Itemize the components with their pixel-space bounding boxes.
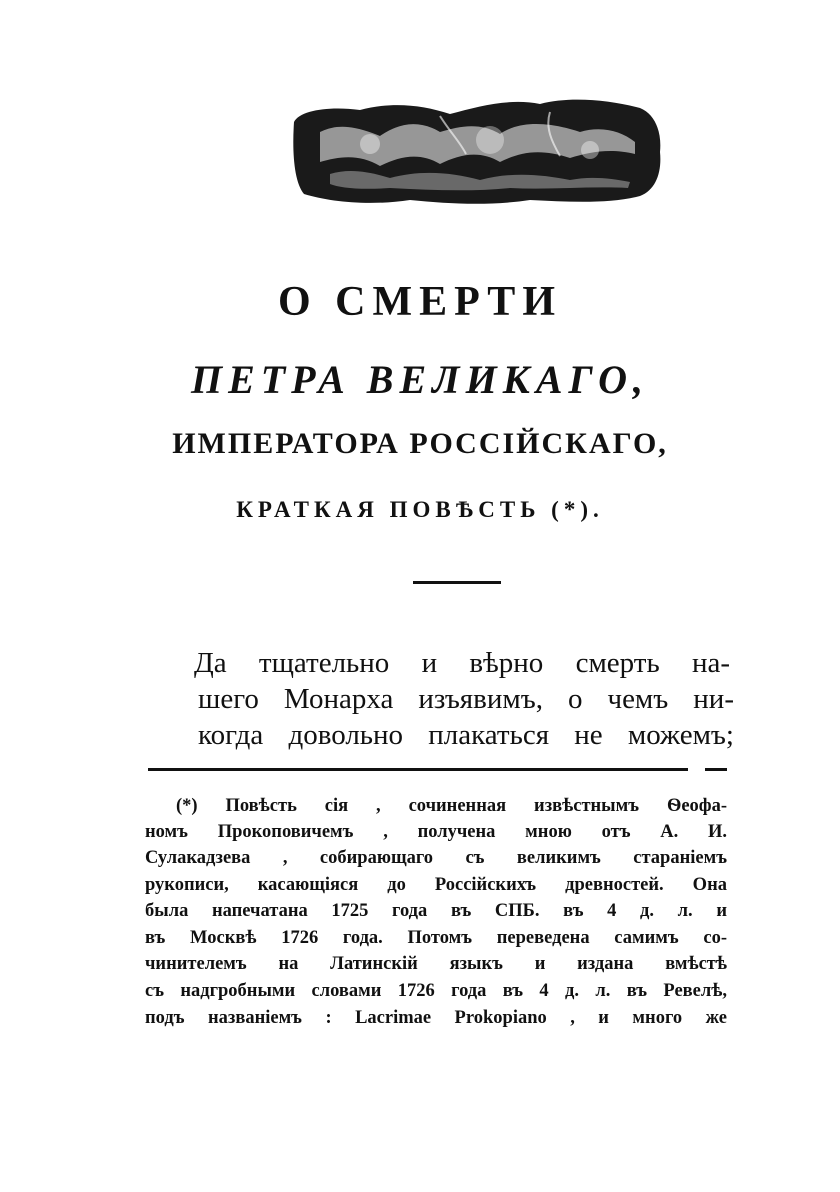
title-line-1: О СМЕРТИ: [277, 279, 562, 325]
footnote-line-3: Сулакадзева , собирающаго съ великимъ стараніемъ: [145, 848, 727, 868]
body-text-line-3: когда довольно плакаться не можемъ;: [198, 719, 734, 751]
footnote-rule: [148, 768, 688, 771]
ornamental-vignette-headpiece: [290, 92, 665, 210]
footnote-line-8: съ надгробными словами 1726 года въ 4 д. л. въ Ревелѣ,: [145, 981, 727, 1001]
footnote-rule-end: [705, 768, 727, 771]
title-line-3: ИМПЕРАТОРА РОССІЙСКАГО,: [172, 427, 668, 460]
footnote-line-1: (*) Повѣсть сія , сочиненная извѣстнымъ Ѳеофа-: [176, 796, 727, 816]
footnote-line-2: номъ Прокоповичемъ , получена мною отъ А. И.: [145, 822, 727, 842]
footnote-line-4: рукописи, касающіяся до Россійскихъ древностей. Она: [145, 875, 727, 895]
footnote-line-6: въ Москвѣ 1726 года. Потомъ переведена самимъ со-: [145, 928, 727, 948]
subtitle-line: КРАТКАЯ ПОВѢСТЬ (*).: [236, 497, 604, 522]
body-text-line-2: шего Монарха изъявимъ, о чемъ ни-: [198, 683, 734, 715]
footnote-line-7: чинителемъ на Латинскій языкъ и издана вмѣстѣ: [145, 954, 727, 974]
body-text-line-1: Да тщательно и вѣрно смерть на-: [194, 647, 730, 679]
section-divider: [413, 581, 501, 584]
title-line-2: ПЕТРА ВЕЛИКАГО,: [190, 357, 650, 402]
footnote-line-5: была напечатана 1725 года въ СПБ. въ 4 д. л. и: [145, 901, 727, 921]
footnote-line-9: подъ названіемъ : Lacrimae Prokopiano , и много же: [145, 1008, 727, 1028]
